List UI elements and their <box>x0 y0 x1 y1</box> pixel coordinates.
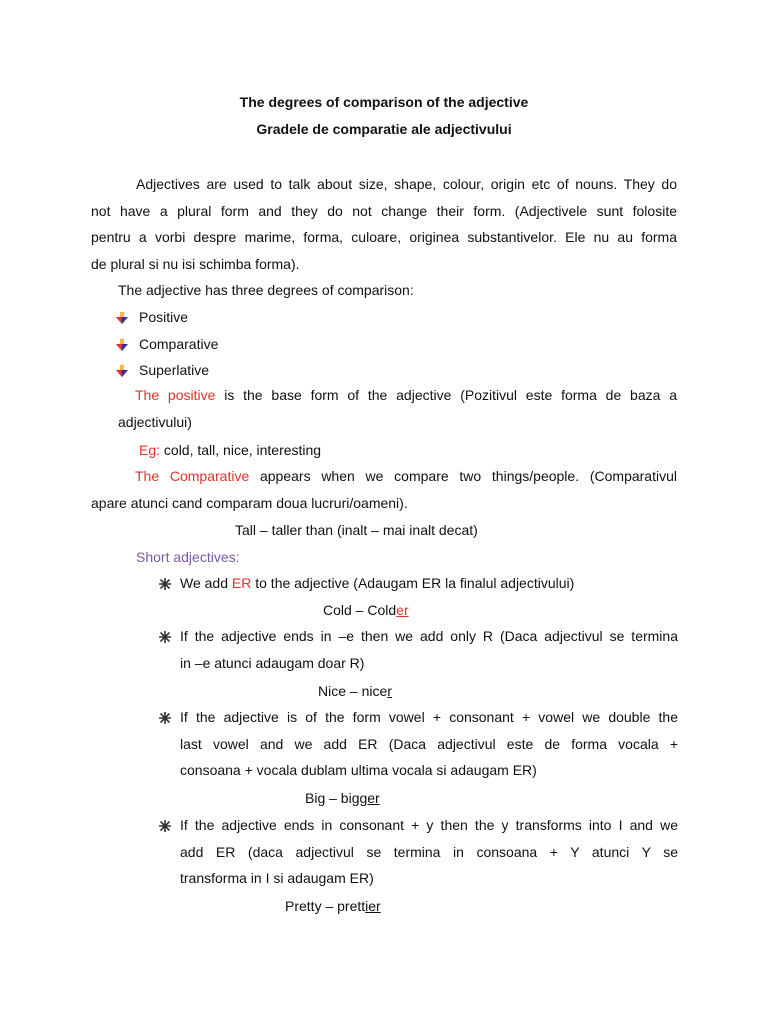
intro-paragraph <box>91 171 677 278</box>
degree-comparative: Comparative <box>139 336 219 352</box>
asterisk-star-bullet-icon <box>159 820 171 832</box>
intro-line: pentru a vorbi despre marime, forma, culoare, originea substantivelor. Ele nu au forma <box>91 229 677 246</box>
er-highlight: ER <box>231 575 252 591</box>
rule-1-text: We add ER to the adjective (Adaugam ER la finalul adjectivului) <box>180 575 575 591</box>
comparative-term: The Comparative <box>135 468 250 484</box>
asterisk-star-bullet-icon <box>159 578 171 590</box>
title-romanian: Gradele de comparatie ale adjectivului <box>256 121 512 137</box>
asterisk-star-bullet-icon <box>159 631 171 643</box>
rule-3-example: Big – bigger <box>305 790 380 806</box>
title-english: The degrees of comparison of the adjective <box>239 94 529 110</box>
degree-positive: Positive <box>139 309 189 325</box>
comparative-example: Tall – taller than (inalt – mai inalt decat) <box>235 522 478 538</box>
suffix-highlight: ier <box>365 898 381 914</box>
rule-2-example: Nice – nicer <box>318 683 392 699</box>
example-text: cold, tall, nice, interesting <box>160 442 322 458</box>
intro-line: not have a plural form and they do not change their form. (Adjectivele sunt folosite <box>91 202 677 219</box>
positive-term: The positive <box>135 387 216 403</box>
rule-4-text: If the adjective ends in consonant + y then the y transforms into I and we add ER (daca adjectivul se termina in consoana + Y atunci Y se transforma in I si adaugam ER) <box>180 817 678 887</box>
positive-text: is the base form of the adjective (Pozitivul este forma de baza a <box>215 387 677 403</box>
asterisk-star-bullet-icon <box>159 712 171 724</box>
down-arrow-bullet-icon <box>116 339 128 351</box>
rule-2-text: If the adjective ends in –e then we add only R (Daca adjectivul se termina in –e atunci adaugam doar R) <box>180 628 678 671</box>
comparative-definition <box>91 463 677 516</box>
suffix-highlight: er <box>396 602 409 618</box>
rule-3-text: If the adjective is of the form vowel + consonant + vowel we double the last vowel and we add ER (Daca adjectivul este de forma vocala + consoana + vocala dublam ultima vocala si adaugam ER) <box>180 709 678 779</box>
short-adjectives-heading: Short adjectives: <box>136 549 240 565</box>
intro-line: Adjectives are used to talk about size, shape, colour, origin etc of nouns. They do <box>136 176 677 192</box>
comparative-text: appears when we compare two things/people. (Comparativul <box>249 468 677 484</box>
down-arrow-bullet-icon <box>116 365 128 377</box>
rule-1-example: Cold – Colder <box>323 602 409 618</box>
example-label: Eg: <box>139 442 161 458</box>
rule-4-example: Pretty – prettier <box>285 898 381 914</box>
suffix-highlight: r <box>387 683 392 699</box>
degree-superlative: Superlative <box>139 362 210 378</box>
positive-definition <box>118 382 677 435</box>
suffix-highlight: ger <box>359 790 380 806</box>
positive-line-2: adjectivului) <box>118 413 192 430</box>
comparative-line-2: apare atunci cand comparam doua lucruri/oameni). <box>91 494 408 511</box>
intro-line: de plural si nu isi schimba forma). <box>91 256 300 273</box>
down-arrow-bullet-icon <box>116 312 128 324</box>
degrees-intro: The adjective has three degrees of comparison: <box>118 282 414 298</box>
example-line <box>139 442 768 458</box>
